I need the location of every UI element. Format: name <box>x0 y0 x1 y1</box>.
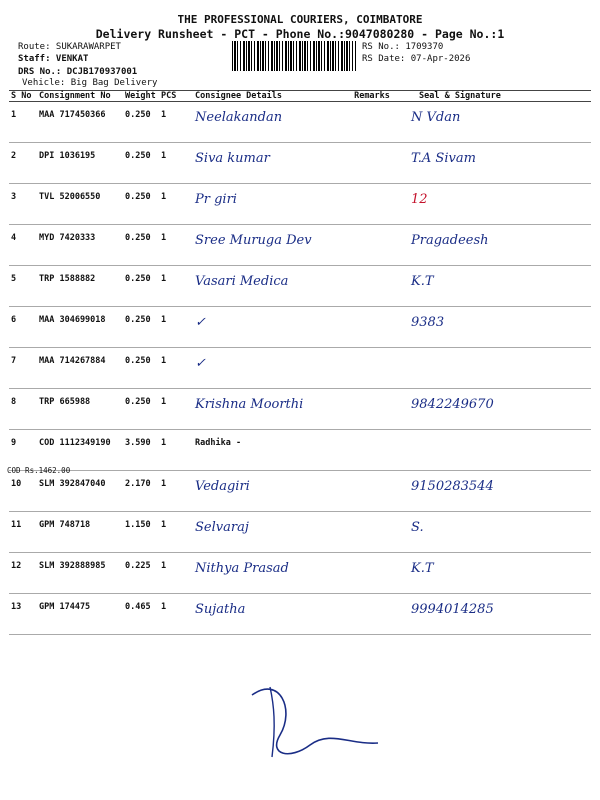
cell-consignment-no: SLM 392847040 <box>37 471 123 512</box>
cell-remarks <box>345 266 397 307</box>
consignee-handwriting: Pr giri <box>195 192 237 207</box>
cell-remarks <box>345 553 397 594</box>
table-header-row <box>9 91 591 102</box>
table-row <box>9 512 591 553</box>
cell-pcs: 1 <box>159 225 193 266</box>
table-row <box>9 430 591 471</box>
col-header-consignee: Consignee Details <box>193 91 345 102</box>
table-row <box>9 102 591 143</box>
bottom-signature <box>240 675 380 765</box>
cell-consignment-no: GPM 174475 <box>37 594 123 635</box>
cell-weight: 0.250 <box>123 266 159 307</box>
signature-handwriting: 9150283544 <box>411 479 494 494</box>
barcode-icon <box>232 41 356 71</box>
table-row <box>9 348 591 389</box>
cell-weight: 2.170 <box>123 471 159 512</box>
cell-remarks <box>345 307 397 348</box>
consignee-handwriting: Selvaraj <box>195 520 249 535</box>
consignee-handwriting: Vasari Medica <box>195 274 289 289</box>
cell-remarks <box>345 143 397 184</box>
cell-pcs: 1 <box>159 389 193 430</box>
cell-remarks <box>345 389 397 430</box>
table-row <box>9 266 591 307</box>
cell-pcs: 1 <box>159 348 193 389</box>
cell-pcs: 1 <box>159 143 193 184</box>
cell-remarks <box>345 102 397 143</box>
cell-consignee <box>193 553 345 594</box>
cell-sno: 4 <box>9 225 37 266</box>
cell-sno: 11 <box>9 512 37 553</box>
cod-amount-note: COD Rs.1462.00 <box>7 466 71 475</box>
consignee-handwriting: Sujatha <box>195 602 246 617</box>
cell-remarks <box>345 594 397 635</box>
cell-sno: 9 <box>9 430 37 471</box>
rs-number: RS No.: 1709370 <box>362 42 444 52</box>
cell-pcs: 1 <box>159 430 193 471</box>
consignee-handwriting: Nithya Prasad <box>195 561 289 576</box>
table-row <box>9 225 591 266</box>
cell-sno: 13 <box>9 594 37 635</box>
signature-handwriting: 9994014285 <box>411 602 494 617</box>
cell-remarks <box>345 471 397 512</box>
cell-sno: 1 <box>9 102 37 143</box>
cell-remarks <box>345 348 397 389</box>
cell-consignee <box>193 266 345 307</box>
consignee-handwriting: ✓ <box>195 315 206 330</box>
cell-consignment-no: TRP 1588882 <box>37 266 123 307</box>
table-row <box>9 143 591 184</box>
cell-signature <box>397 348 591 389</box>
cell-sno: 10 <box>9 471 37 512</box>
cell-sno: 8 <box>9 389 37 430</box>
cell-sno: 6 <box>9 307 37 348</box>
cell-consignment-no: COD 1112349190 COD Rs.1462.00 <box>37 430 123 471</box>
cell-pcs: 1 <box>159 553 193 594</box>
col-header-remarks: Remarks <box>345 91 397 102</box>
cell-sno: 3 <box>9 184 37 225</box>
company-name: THE PROFESSIONAL COURIERS, COIMBATORE <box>177 13 423 26</box>
consignee-handwriting: Radhika - <box>195 438 242 448</box>
cell-signature <box>397 184 591 225</box>
cell-remarks <box>345 430 397 471</box>
cell-weight: 0.250 <box>123 102 159 143</box>
cell-pcs: 1 <box>159 594 193 635</box>
consignee-handwriting: Krishna Moorthi <box>195 397 304 412</box>
consignee-handwriting: Siva kumar <box>195 151 270 166</box>
signature-handwriting: K.T <box>411 274 434 289</box>
cell-signature <box>397 512 591 553</box>
cell-signature <box>397 143 591 184</box>
cell-signature <box>397 225 591 266</box>
cell-consignment-no: TRP 665988 <box>37 389 123 430</box>
cell-consignee <box>193 225 345 266</box>
col-header-signature: Seal & Signature <box>397 91 591 102</box>
cell-weight: 0.465 <box>123 594 159 635</box>
signature-handwriting: 9383 <box>411 315 445 330</box>
cell-sno: 2 <box>9 143 37 184</box>
route-label: Route: SUKARAWARPET <box>18 42 121 52</box>
col-header-sno: S No <box>9 91 37 102</box>
signature-handwriting: T.A Sivam <box>411 151 476 166</box>
table-row <box>9 471 591 512</box>
cell-remarks <box>345 512 397 553</box>
runsheet-table <box>9 90 591 635</box>
cell-weight: 0.225 <box>123 553 159 594</box>
signature-handwriting: 12 <box>411 192 428 207</box>
cell-weight: 0.250 <box>123 143 159 184</box>
consignee-handwriting: Sree Muruga Dev <box>195 233 312 248</box>
staff-label: Staff: VENKAT <box>18 54 89 64</box>
cell-remarks <box>345 225 397 266</box>
cell-pcs: 1 <box>159 512 193 553</box>
cell-signature <box>397 471 591 512</box>
table-row <box>9 184 591 225</box>
cell-consignee <box>193 512 345 553</box>
cell-consignee <box>193 184 345 225</box>
col-header-weight: Weight <box>123 91 159 102</box>
table-row <box>9 307 591 348</box>
cell-consignment-no: MAA 714267884 <box>37 348 123 389</box>
cell-consignment-no: MAA 717450366 <box>37 102 123 143</box>
table-row <box>9 594 591 635</box>
cell-pcs: 1 <box>159 307 193 348</box>
cell-pcs: 1 <box>159 184 193 225</box>
cell-signature <box>397 266 591 307</box>
drs-label: DRS No.: DCJB170937001 <box>18 67 138 77</box>
cell-consignee <box>193 143 345 184</box>
cell-weight: 0.250 <box>123 389 159 430</box>
cell-remarks <box>345 184 397 225</box>
cell-consignment-no: DPI 1036195 <box>37 143 123 184</box>
vehicle-label: Vehicle: Big Bag Delivery <box>22 78 158 88</box>
cell-sno: 7 <box>9 348 37 389</box>
runsheet-title: Delivery Runsheet - PCT - Phone No.:9047080280 - Page No.:1 <box>95 27 505 41</box>
cell-signature <box>397 553 591 594</box>
cell-sno: 5 <box>9 266 37 307</box>
consignee-handwriting: Vedagiri <box>195 479 250 494</box>
signature-handwriting: S. <box>411 520 424 535</box>
cell-consignee <box>193 307 345 348</box>
signature-handwriting: N Vdan <box>411 110 461 125</box>
rs-date: RS Date: 07-Apr-2026 <box>362 54 471 64</box>
signature-handwriting: 9842249670 <box>411 397 494 412</box>
cell-consignee <box>193 348 345 389</box>
cell-signature <box>397 389 591 430</box>
cell-consignee <box>193 471 345 512</box>
cell-signature <box>397 594 591 635</box>
cell-weight: 0.250 <box>123 184 159 225</box>
col-header-pcs: PCS <box>159 91 193 102</box>
cell-pcs: 1 <box>159 102 193 143</box>
signature-handwriting: Pragadeesh <box>411 233 489 248</box>
cell-weight: 3.590 <box>123 430 159 471</box>
cell-consignee <box>193 430 345 471</box>
cell-sno: 12 <box>9 553 37 594</box>
cell-consignment-no: MAA 304699018 <box>37 307 123 348</box>
cell-consignment-no: GPM 748718 <box>37 512 123 553</box>
signature-handwriting: K.T <box>411 561 434 576</box>
cell-consignee <box>193 389 345 430</box>
cell-consignment-no: TVL 52006550 <box>37 184 123 225</box>
cell-consignment-no: MYD 7420333 <box>37 225 123 266</box>
cell-consignee <box>193 594 345 635</box>
cell-weight: 1.150 <box>123 512 159 553</box>
cell-pcs: 1 <box>159 471 193 512</box>
cell-signature <box>397 102 591 143</box>
consignee-handwriting: Neelakandan <box>195 110 283 125</box>
cell-weight: 0.250 <box>123 307 159 348</box>
cell-weight: 0.250 <box>123 348 159 389</box>
col-header-consignment: Consignment No <box>37 91 123 102</box>
cell-consignee <box>193 102 345 143</box>
consignee-handwriting: ✓ <box>195 356 206 371</box>
cell-signature <box>397 430 591 471</box>
table-row <box>9 553 591 594</box>
cell-pcs: 1 <box>159 266 193 307</box>
cell-consignment-no: SLM 392888985 <box>37 553 123 594</box>
cell-signature <box>397 307 591 348</box>
table-row <box>9 389 591 430</box>
cell-weight: 0.250 <box>123 225 159 266</box>
